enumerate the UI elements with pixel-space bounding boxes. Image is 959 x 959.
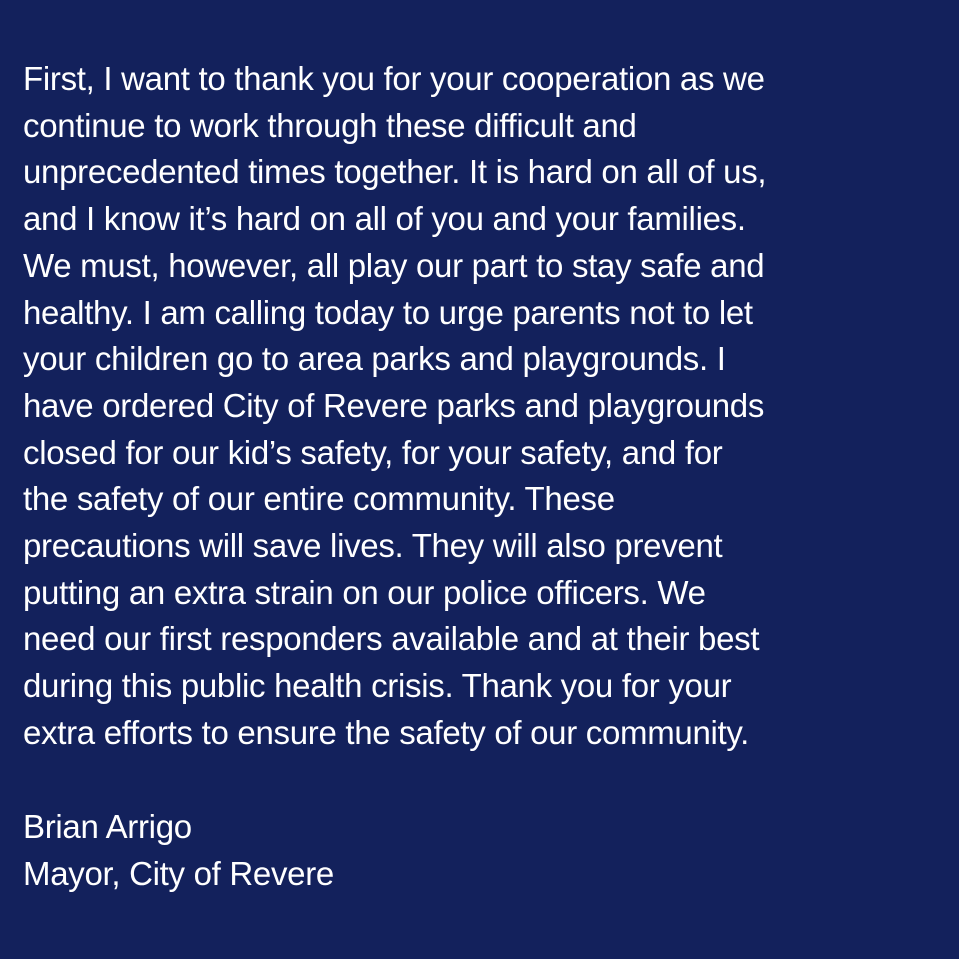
statement-line: unprecedented times together. It is hard on all of us,: [23, 153, 767, 191]
statement-body: [23, 56, 953, 757]
statement-line: precautions will save lives. They will also prevent: [23, 527, 723, 565]
signature-name: Brian Arrigo: [23, 808, 192, 845]
signature-title: Mayor, City of Revere: [23, 854, 334, 892]
statement-line: continue to work through these difficult and: [23, 106, 637, 144]
statement-line: and I know it’s hard on all of you and your families.: [23, 200, 746, 238]
statement-line: need our first responders available and at their best: [23, 620, 760, 658]
signature-block: [23, 804, 334, 897]
statement-line: First, I want to thank you for your cooperation as we: [23, 60, 765, 97]
statement-line: extra efforts to ensure the safety of our community.: [23, 713, 750, 751]
statement-line: closed for our kid’s safety, for your safety, and for: [23, 433, 723, 471]
statement-line: healthy. I am calling today to urge parents not to let: [23, 293, 753, 331]
statement-line: your children go to area parks and playgrounds. I: [23, 340, 726, 378]
statement-line: putting an extra strain on our police officers. We: [23, 573, 706, 611]
statement-line: We must, however, all play our part to stay safe and: [23, 246, 765, 284]
statement-line: during this public health crisis. Thank you for your: [23, 667, 732, 705]
statement-line: the safety of our entire community. These: [23, 480, 615, 518]
statement-line: have ordered City of Revere parks and playgrounds: [23, 386, 765, 424]
